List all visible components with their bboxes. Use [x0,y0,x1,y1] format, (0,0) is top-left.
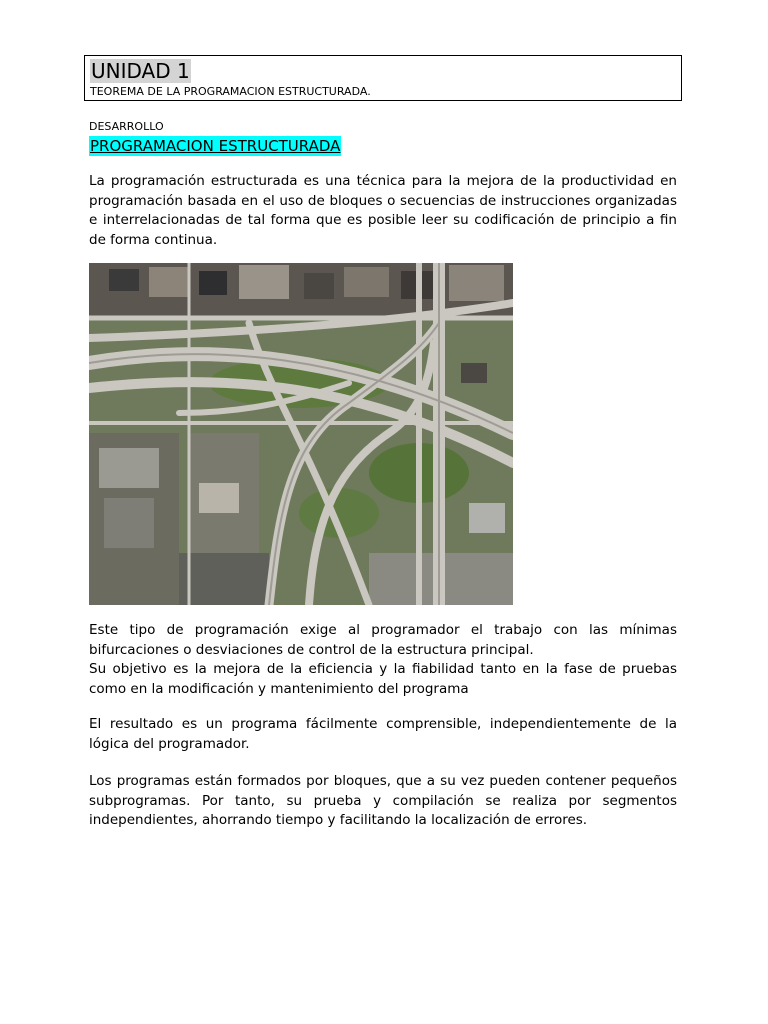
intro-paragraph: La programación estructurada es una técnica para la mejora de la productividad en programación basada en el uso de bloques o secuencias de instrucciones organizadas e interrelacionadas de tal forma que es posible leer su codificación de principio a fin de forma continua. [89,173,677,248]
highway-interchange-photo [89,263,513,605]
blocks-paragraph: Los programas están formados por bloques, que a su vez pueden contener pequeños subprogramas. Por tanto, su prueba y compilación se realiza por segmentos independientes, ahorrando tiempo y facilitando la localización de errores. [89,773,677,828]
requirements-paragraph [89,621,677,699]
unit-subtitle: TEOREMA DE LA PROGRAMACION ESTRUCTURADA. [90,85,371,98]
requirements-line-2: Su objetivo es la mejora de la eficiencia y la fiabilidad tanto en la fase de pruebas como en la modificación y mantenimiento del programa [89,661,677,697]
section-label: DESARROLLO [89,120,164,133]
requirements-line-1: Este tipo de programación exige al programador el trabajo con las mínimas bifurcaciones o desviaciones de control de la estructura principal. [89,622,677,658]
unit-title: UNIDAD 1 [91,59,190,83]
result-paragraph: El resultado es un programa fácilmente comprensible, independientemente de la lógica del programador. [89,716,677,752]
unit-header-box [84,55,682,101]
section-title: PROGRAMACION ESTRUCTURADA [90,137,341,155]
